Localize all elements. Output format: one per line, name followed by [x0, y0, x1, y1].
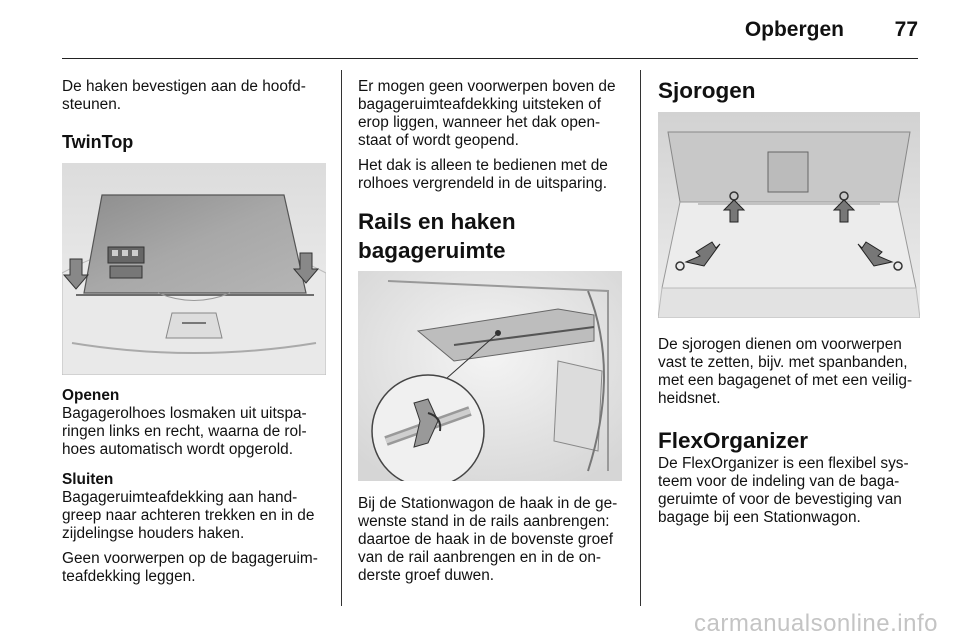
- column-divider: [640, 70, 641, 606]
- intro-text: De haken bevestigen aan de hoofd-steunen.: [62, 78, 306, 113]
- warning-text: Er mogen geen voorwerpen boven de bagageruimteafdekking uitsteken of erop liggen, wanneer het dak open-staat of wordt geopend.: [358, 78, 616, 149]
- sjorogen-text: De sjorogen dienen om voorwerpen vast te zetten, bijv. met spanbanden, met een bagagenet of met een veilig-heidsnet.: [658, 336, 913, 407]
- close-heading: Sluiten: [62, 471, 114, 488]
- roof-text: Het dak is alleen te bedienen met de rolhoes vergrendeld in de uitsparing.: [358, 157, 608, 192]
- section-heading-rails-line1: Rails en haken: [358, 209, 516, 234]
- page-header: [62, 18, 918, 59]
- page-number: 77: [894, 18, 918, 41]
- page-title: Opbergen: [744, 18, 844, 41]
- close-text: Bagageruimteafdekking aan hand-greep naar achteren trekken en in de zijdelingse houders haken.: [62, 489, 315, 542]
- section-heading-flexorganizer: FlexOrganizer: [658, 428, 809, 453]
- section-heading-sjorogen: Sjorogen: [658, 78, 756, 103]
- close-note: Geen voorwerpen op de bagageruim-teafdekking leggen.: [62, 550, 318, 585]
- rails-caption: Bij de Stationwagon de haak in de ge-wenste stand in de rails aanbrengen: daartoe de haak in de bovenste groef van de rail aanbrengen en in de on-derste groef duwen.: [358, 495, 618, 584]
- column-right: [658, 78, 923, 534]
- open-heading: Openen: [62, 387, 120, 404]
- open-text: Bagagerolhoes losmaken uit uitspa-ringen links en recht, waarna de rol-hoes automatisch wordt opgerold.: [62, 405, 307, 458]
- flexorganizer-text: De FlexOrganizer is een flexibel sys-teem voor de indeling van de baga-geruimte of voor de bevestiging van bagage bij een Stationwagon.: [658, 455, 909, 526]
- rails-hook-figure: [358, 271, 622, 481]
- lashing-eyes-figure: [658, 112, 920, 318]
- twintop-cover-figure: [62, 163, 326, 375]
- section-heading-twintop: TwinTop: [62, 132, 134, 152]
- column-middle: [358, 78, 624, 592]
- column-divider: [341, 70, 342, 606]
- watermark: carmanualsonline.info: [694, 610, 938, 637]
- section-heading-rails-line2: bagageruimte: [358, 238, 506, 263]
- column-left: [62, 78, 328, 593]
